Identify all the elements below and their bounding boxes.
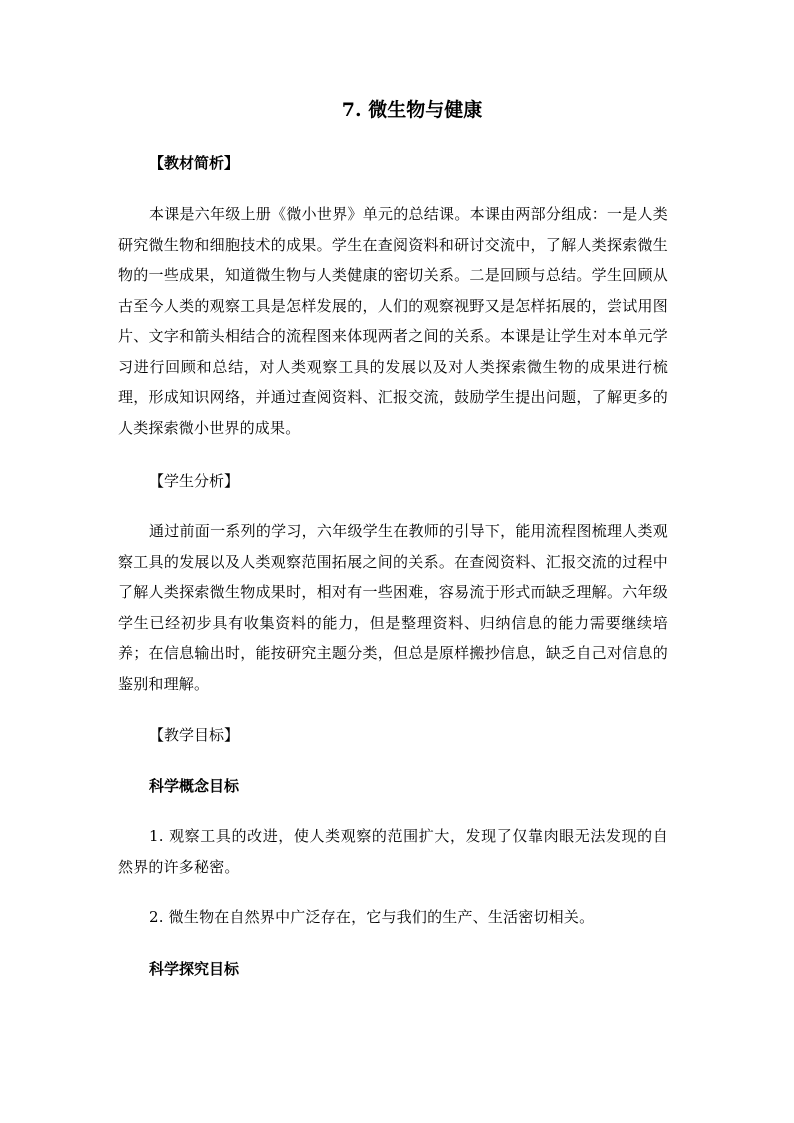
goal-item-1: 1. 观察工具的改进，使人类观察的范围扩大，发现了仅靠肉眼无法发现的自然界的许多秘密。 <box>118 827 668 876</box>
section-heading-textbook-analysis: 【教材简析】 <box>149 154 240 172</box>
section-heading-student-analysis: 【学生分析】 <box>149 472 240 490</box>
document-title: 7. 微生物与健康 <box>341 99 483 121</box>
textbook-analysis-paragraph: 本课是六年级上册《微小世界》单元的总结课。本课由两部分组成：一是人类研究微生物和细胞技术的成果。学生在查阅资料和研讨交流中，了解人类探索微生物的一些成果，知道微生物与人类健康的密切关系。二是回顾与总结。学生回顾从古至今人类的观察工具是怎样发展的，人们的观察视野又是怎样拓展的，尝试用图片、文字和箭头相结合的流程图来体现两者之间的关系。本课是让学生对本单元学习进行回顾和总结，对人类观察工具的发展以及对人类探索微生物的成果进行梳理，形成知识网络，并通过查阅资料、汇报交流，鼓励学生提出问题，了解更多的人类探索微小世界的成果。 <box>118 205 668 437</box>
subheading-inquiry-goals: 科学探究目标 <box>149 960 240 978</box>
subheading-concept-goals: 科学概念目标 <box>149 777 240 795</box>
goal-item-2: 2. 微生物在自然界中广泛存在，它与我们的生产、生活密切相关。 <box>149 908 595 926</box>
section-heading-teaching-goals: 【教学目标】 <box>149 726 240 744</box>
student-analysis-paragraph: 通过前面一系列的学习，六年级学生在教师的引导下，能用流程图梳理人类观察工具的发展以及人类观察范围拓展之间的关系。在查阅资料、汇报交流的过程中了解人类探索微生物成果时，相对有一些困难，容易流于形式而缺乏理解。六年级学生已经初步具有收集资料的能力，但是整理资料、归纳信息的能力需要继续培养；在信息输出时，能按研究主题分类，但总是原样搬抄信息，缺乏自己对信息的鉴别和理解。 <box>118 522 668 693</box>
